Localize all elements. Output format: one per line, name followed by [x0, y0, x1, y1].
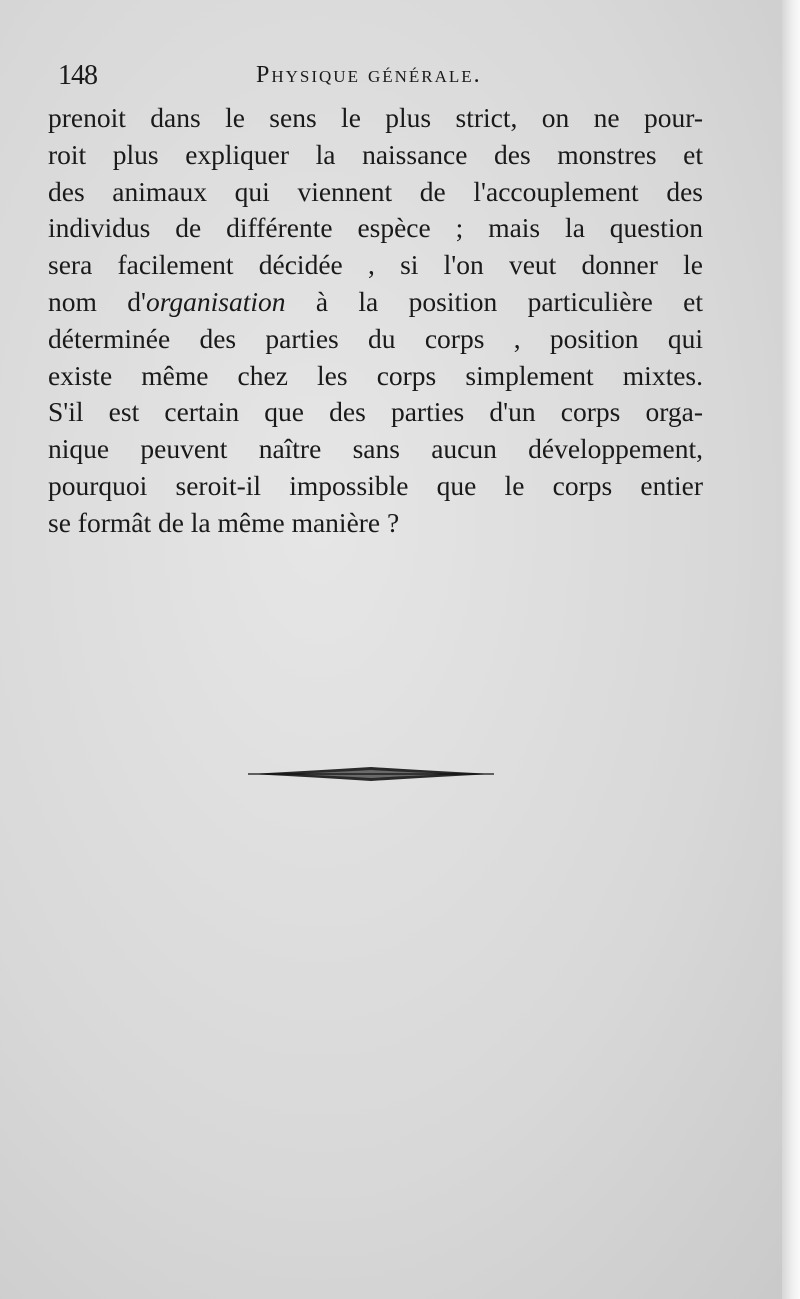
running-header — [58, 58, 558, 94]
text-line: roit plus expliquer la naissance des monstres et — [48, 138, 703, 170]
page-number: 148 — [58, 60, 97, 91]
text-fragment: à la position particulière et — [285, 285, 703, 317]
tailpiece-rule-ornament — [248, 765, 494, 783]
text-line: prenoit dans le sens le plus strict, on ne pour- — [48, 102, 703, 133]
text-line: pourquoi seroit-il impossible que le corps entier — [48, 469, 703, 501]
text-line: nique peuvent naître sans aucun développement, — [48, 433, 703, 465]
italic-term: organisation — [145, 285, 286, 317]
text-line-last: se formât de la même manière ? — [48, 506, 400, 538]
running-title: Physique générale. — [256, 62, 482, 88]
text-line: S'il est certain que des parties d'un corps orga- — [48, 396, 703, 428]
text-line-with-italic — [48, 284, 703, 321]
text-line: sera facilement décidée , si l'on veut donner le — [48, 249, 703, 281]
text-line: des animaux qui viennent de l'accouplement des — [48, 175, 703, 207]
body-text — [48, 100, 703, 542]
text-line: existe même chez les corps simplement mixtes. — [48, 359, 703, 391]
show-through-bleed — [40, 515, 720, 1115]
text-line: déterminée des parties du corps , position qui — [48, 322, 703, 354]
text-line: individus de différente espèce ; mais la question — [48, 212, 703, 244]
text-fragment: nom d' — [48, 285, 146, 317]
page-edge — [782, 0, 800, 1299]
